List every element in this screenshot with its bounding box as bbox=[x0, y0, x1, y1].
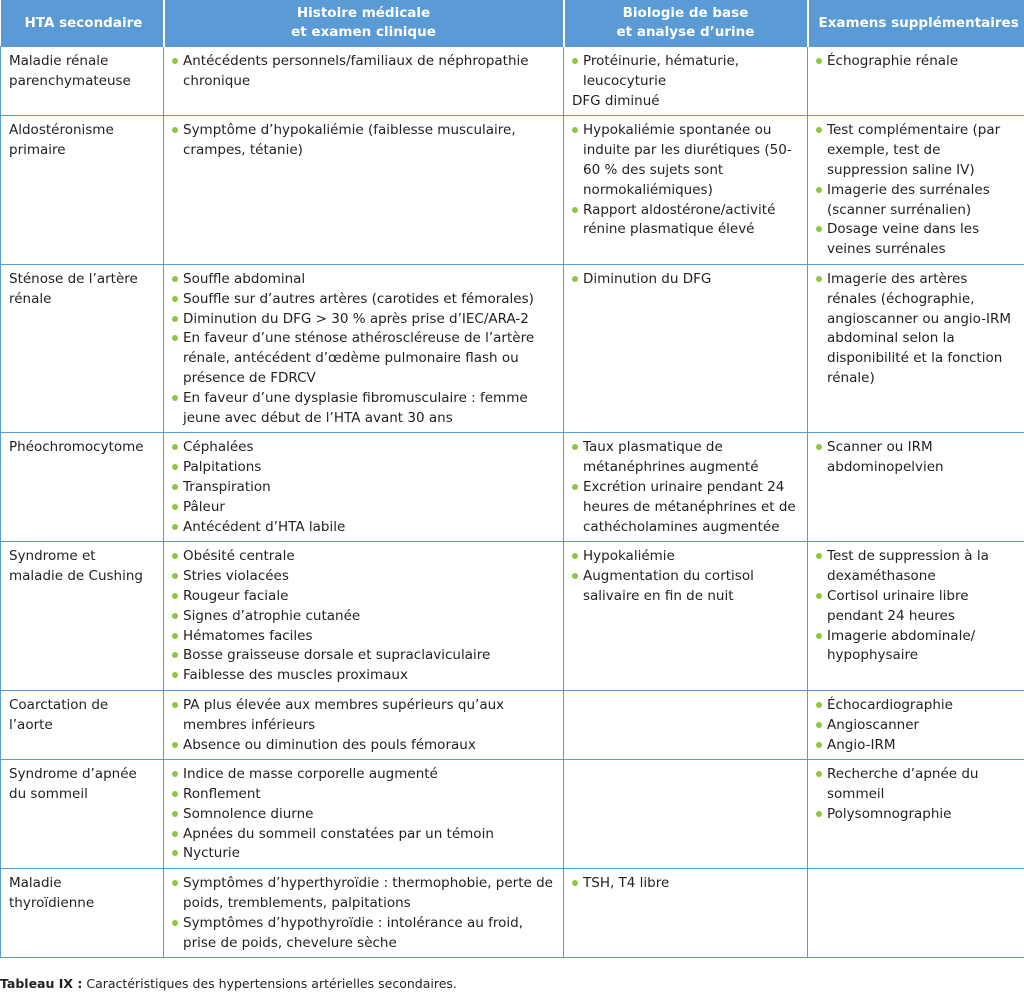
list-item-text: Signes d’atrophie cutanée bbox=[183, 607, 361, 624]
header-histoire-medicale: Histoire médicale et examen clinique bbox=[164, 0, 564, 47]
table-row bbox=[1, 690, 1024, 759]
list-item bbox=[572, 270, 803, 290]
list-item-text: Symptômes d’hyperthyroïdie : thermophobie, perte de poids, tremblements, palpitations bbox=[183, 875, 553, 912]
list-item-text: Recherche d’apnée du sommeil bbox=[827, 766, 979, 803]
list-item bbox=[172, 874, 559, 914]
table-body bbox=[1, 47, 1024, 958]
history-cell bbox=[164, 264, 564, 432]
list-item-text: Somnolence diurne bbox=[183, 805, 314, 822]
exams-cell bbox=[808, 116, 1024, 265]
list-item bbox=[172, 52, 559, 92]
green-dot-icon bbox=[816, 553, 822, 559]
list-item-text: Rougeur faciale bbox=[183, 587, 289, 604]
list-item bbox=[816, 696, 1020, 716]
disease-name: Syndrome d’apnée du sommeil bbox=[9, 766, 137, 803]
list-item-text: Imagerie des artères rénales (échographie, angioscanner ou angio-IRM abdominal selon la disponibilité et la fonction rénale) bbox=[827, 270, 1012, 386]
list-item-text: Taux plasmatique de métanéphrines augmenté bbox=[583, 439, 759, 476]
list-item bbox=[172, 518, 559, 538]
disease-name: Coarctation de l’aorte bbox=[9, 696, 109, 733]
disease-name: Sténose de l’artère rénale bbox=[9, 270, 138, 307]
list-item-text: Bosse graisseuse dorsale et supraclaviculaire bbox=[183, 647, 491, 664]
green-dot-icon bbox=[816, 187, 822, 193]
table-row bbox=[1, 542, 1024, 691]
list-item-text: Angioscanner bbox=[827, 716, 920, 733]
list-item bbox=[172, 914, 559, 954]
list-item bbox=[172, 478, 559, 498]
list-item bbox=[816, 121, 1020, 180]
green-dot-icon bbox=[172, 652, 178, 658]
history-list bbox=[172, 438, 559, 537]
list-item-text: Test complémentaire (par exemple, test de suppression saline IV) bbox=[827, 122, 1001, 178]
green-dot-icon bbox=[572, 127, 578, 133]
list-item bbox=[172, 736, 559, 756]
biology-list bbox=[572, 121, 803, 240]
green-dot-icon bbox=[172, 316, 178, 322]
history-cell bbox=[164, 760, 564, 869]
list-item-text: Pâleur bbox=[183, 498, 225, 515]
green-dot-icon bbox=[572, 880, 578, 886]
list-item bbox=[572, 874, 803, 894]
list-item bbox=[172, 627, 559, 647]
green-dot-icon bbox=[172, 672, 178, 678]
green-dot-icon bbox=[172, 811, 178, 817]
list-item bbox=[172, 646, 559, 666]
biology-plain-text: DFG diminué bbox=[572, 92, 660, 109]
caption-label: Tableau IX : bbox=[0, 976, 83, 991]
green-dot-icon bbox=[172, 791, 178, 797]
green-dot-icon bbox=[172, 771, 178, 777]
green-dot-icon bbox=[172, 464, 178, 470]
disease-cell bbox=[1, 542, 164, 691]
list-item bbox=[816, 52, 1020, 72]
green-dot-icon bbox=[172, 742, 178, 748]
green-dot-icon bbox=[816, 702, 822, 708]
green-dot-icon bbox=[572, 207, 578, 213]
history-cell bbox=[164, 690, 564, 759]
exams-cell bbox=[808, 760, 1024, 869]
list-item bbox=[572, 438, 803, 478]
list-item-text: Hypokaliémie spontanée ou induite par les diurétiques (50-60 % des sujets sont normokaliémiques) bbox=[583, 122, 792, 198]
list-item-text: Souffle abdominal bbox=[183, 270, 306, 287]
green-dot-icon bbox=[172, 504, 178, 510]
list-item bbox=[172, 498, 559, 518]
history-list bbox=[172, 547, 559, 686]
exams-list bbox=[816, 547, 1020, 666]
green-dot-icon bbox=[816, 226, 822, 232]
list-item bbox=[172, 547, 559, 567]
disease-cell bbox=[1, 760, 164, 869]
disease-cell bbox=[1, 433, 164, 542]
list-item bbox=[172, 329, 559, 388]
list-item bbox=[572, 121, 803, 200]
list-item bbox=[172, 310, 559, 330]
exams-list bbox=[816, 438, 1020, 478]
list-item-text: Échographie rénale bbox=[827, 53, 959, 69]
history-cell bbox=[164, 47, 564, 116]
green-dot-icon bbox=[816, 633, 822, 639]
list-item bbox=[172, 270, 559, 290]
green-dot-icon bbox=[572, 573, 578, 579]
list-item bbox=[172, 785, 559, 805]
list-item bbox=[172, 844, 559, 864]
list-item-text: TSH, T4 libre bbox=[583, 875, 670, 892]
exams-list bbox=[816, 765, 1020, 824]
green-dot-icon bbox=[816, 722, 822, 728]
disease-name: Maladie rénale parenchymateuse bbox=[9, 53, 131, 89]
list-item-text: Hypokaliémie bbox=[583, 548, 675, 565]
green-dot-icon bbox=[172, 127, 178, 133]
list-item bbox=[172, 121, 559, 161]
green-dot-icon bbox=[172, 395, 178, 401]
green-dot-icon bbox=[816, 811, 822, 817]
green-dot-icon bbox=[172, 444, 178, 450]
list-item-text: Augmentation du cortisol salivaire en fin de nuit bbox=[583, 568, 754, 604]
green-dot-icon bbox=[572, 58, 578, 64]
list-item-text: Souffle sur d’autres artères (carotides et fémorales) bbox=[183, 290, 534, 307]
header-examens: Examens supplémentaires bbox=[808, 0, 1024, 47]
list-item-text: Échocardiographie bbox=[827, 696, 953, 713]
list-item bbox=[816, 547, 1020, 587]
list-item bbox=[816, 627, 1020, 667]
list-item-text: Stries violacées bbox=[183, 568, 289, 585]
disease-cell bbox=[1, 116, 164, 265]
green-dot-icon bbox=[172, 850, 178, 856]
biology-list bbox=[572, 547, 803, 606]
list-item bbox=[572, 201, 803, 241]
disease-name: Phéochromocytome bbox=[9, 439, 144, 456]
table-header-row bbox=[1, 0, 1024, 47]
list-item-text: Protéinurie, hématurie, leucocyturie bbox=[583, 53, 740, 89]
list-item-text: Ronflement bbox=[183, 786, 261, 803]
list-item-text: Rapport aldostérone/activité rénine plasmatique élevé bbox=[583, 201, 776, 238]
green-dot-icon bbox=[172, 296, 178, 302]
green-dot-icon bbox=[572, 484, 578, 490]
green-dot-icon bbox=[172, 831, 178, 837]
history-cell bbox=[164, 869, 564, 958]
green-dot-icon bbox=[572, 553, 578, 559]
history-list bbox=[172, 874, 559, 953]
history-cell bbox=[164, 116, 564, 265]
green-dot-icon bbox=[816, 127, 822, 133]
biology-list bbox=[572, 52, 803, 92]
disease-name: Maladie thyroïdienne bbox=[9, 875, 95, 912]
table-row bbox=[1, 433, 1024, 542]
list-item bbox=[172, 587, 559, 607]
exams-list bbox=[816, 121, 1020, 260]
exams-cell bbox=[808, 690, 1024, 759]
list-item-text: Symptôme d’hypokaliémie (faiblesse musculaire, crampes, tétanie) bbox=[183, 122, 516, 159]
list-item bbox=[816, 805, 1020, 825]
list-item bbox=[816, 587, 1020, 627]
green-dot-icon bbox=[816, 444, 822, 450]
green-dot-icon bbox=[816, 771, 822, 777]
header-hta-secondaire: HTA secondaire bbox=[1, 0, 164, 47]
list-item bbox=[816, 736, 1020, 756]
list-item-text: Absence ou diminution des pouls fémoraux bbox=[183, 736, 476, 753]
biology-cell bbox=[564, 690, 808, 759]
biology-cell bbox=[564, 869, 808, 958]
list-item-text: Cortisol urinaire libre pendant 24 heures bbox=[827, 587, 969, 624]
green-dot-icon bbox=[816, 742, 822, 748]
green-dot-icon bbox=[172, 702, 178, 708]
list-item bbox=[816, 270, 1020, 389]
list-item-text: Excrétion urinaire pendant 24 heures de métanéphrines et de cathécholamines augmentée bbox=[583, 478, 796, 535]
disease-name: Aldostéronisme primaire bbox=[9, 122, 114, 159]
list-item-text: Test de suppression à la dexaméthasone bbox=[827, 548, 989, 585]
green-dot-icon bbox=[172, 276, 178, 282]
list-item bbox=[172, 825, 559, 845]
history-cell bbox=[164, 433, 564, 542]
green-dot-icon bbox=[172, 613, 178, 619]
disease-cell bbox=[1, 47, 164, 116]
list-item-text: Dosage veine dans les veines surrénales bbox=[827, 221, 980, 258]
exams-list bbox=[816, 52, 1020, 72]
green-dot-icon bbox=[172, 633, 178, 639]
list-item-text: Antécédents personnels/familiaux de néphropathie chronique bbox=[183, 53, 529, 89]
table-row bbox=[1, 116, 1024, 265]
history-list bbox=[172, 765, 559, 864]
list-item bbox=[816, 220, 1020, 260]
list-item-text: Transpiration bbox=[183, 478, 271, 495]
biology-cell bbox=[564, 760, 808, 869]
green-dot-icon bbox=[816, 58, 822, 64]
biology-cell bbox=[564, 264, 808, 432]
biology-list bbox=[572, 874, 803, 894]
list-item bbox=[172, 696, 559, 736]
list-item-text: Obésité centrale bbox=[183, 548, 295, 565]
list-item-text: Angio-IRM bbox=[827, 736, 896, 753]
list-item-text: Céphalées bbox=[183, 439, 254, 456]
green-dot-icon bbox=[172, 593, 178, 599]
green-dot-icon bbox=[172, 58, 178, 64]
exams-cell bbox=[808, 47, 1024, 116]
list-item bbox=[572, 478, 803, 537]
disease-cell bbox=[1, 869, 164, 958]
list-item-text: PA plus élevée aux membres supérieurs qu’aux membres inférieurs bbox=[183, 696, 505, 733]
list-item bbox=[172, 607, 559, 627]
list-item-text: Faiblesse des muscles proximaux bbox=[183, 667, 408, 684]
caption-text: Caractéristiques des hypertensions artérielles secondaires. bbox=[82, 976, 457, 991]
list-item bbox=[172, 765, 559, 785]
list-item bbox=[572, 567, 803, 607]
history-list bbox=[172, 696, 559, 755]
table-row bbox=[1, 264, 1024, 432]
green-dot-icon bbox=[172, 553, 178, 559]
green-dot-icon bbox=[572, 276, 578, 282]
biology-list bbox=[572, 438, 803, 537]
list-item bbox=[816, 765, 1020, 805]
list-item-text: Imagerie abdominale/ hypophysaire bbox=[827, 627, 976, 664]
list-item bbox=[816, 181, 1020, 221]
disease-name: Syndrome et maladie de Cushing bbox=[9, 548, 143, 585]
biology-cell bbox=[564, 47, 808, 116]
table-caption bbox=[0, 976, 457, 992]
green-dot-icon bbox=[172, 484, 178, 490]
list-item bbox=[172, 805, 559, 825]
list-item-text: Imagerie des surrénales (scanner surrénalien) bbox=[827, 181, 990, 218]
exams-cell bbox=[808, 433, 1024, 542]
list-item-text: Antécédent d’HTA labile bbox=[183, 518, 346, 535]
list-item bbox=[816, 716, 1020, 736]
green-dot-icon bbox=[572, 444, 578, 450]
biology-cell bbox=[564, 116, 808, 265]
list-item-text: Nycturie bbox=[183, 845, 240, 862]
exams-cell bbox=[808, 264, 1024, 432]
table-row bbox=[1, 47, 1024, 116]
biology-cell bbox=[564, 433, 808, 542]
list-item-text: Scanner ou IRM abdominopelvien bbox=[827, 439, 944, 476]
table-row bbox=[1, 869, 1024, 958]
list-item-text: Diminution du DFG bbox=[583, 270, 712, 287]
biology-cell bbox=[564, 542, 808, 691]
green-dot-icon bbox=[816, 276, 822, 282]
list-item bbox=[172, 458, 559, 478]
exams-list bbox=[816, 270, 1020, 389]
list-item-text: Symptômes d’hypothyroïdie : intolérance au froid, prise de poids, chevelure sèche bbox=[183, 914, 524, 951]
green-dot-icon bbox=[172, 335, 178, 341]
list-item-text: Hématomes faciles bbox=[183, 627, 313, 644]
history-list bbox=[172, 121, 559, 161]
history-list bbox=[172, 52, 559, 92]
list-item bbox=[816, 438, 1020, 478]
list-item-text: En faveur d’une sténose athéroscléreuse de l’artère rénale, antécédent d’œdème pulmonaire flash ou présence de FDRCV bbox=[183, 330, 535, 386]
list-item-text: Diminution du DFG > 30 % après prise d’IEC/ARA-2 bbox=[183, 310, 529, 327]
exams-cell bbox=[808, 542, 1024, 691]
history-cell bbox=[164, 542, 564, 691]
green-dot-icon bbox=[816, 593, 822, 599]
exams-list bbox=[816, 696, 1020, 755]
list-item bbox=[172, 567, 559, 587]
green-dot-icon bbox=[172, 920, 178, 926]
list-item-text: Indice de masse corporelle augmenté bbox=[183, 766, 438, 783]
table-row bbox=[1, 760, 1024, 869]
list-item bbox=[572, 52, 803, 92]
disease-cell bbox=[1, 690, 164, 759]
list-item-text: Palpitations bbox=[183, 459, 262, 476]
list-item bbox=[172, 438, 559, 458]
list-item bbox=[172, 389, 559, 429]
history-list bbox=[172, 270, 559, 428]
list-item bbox=[172, 666, 559, 686]
list-item-text: Polysomnographie bbox=[827, 805, 952, 822]
green-dot-icon bbox=[172, 880, 178, 886]
biology-list bbox=[572, 270, 803, 290]
list-item-text: Apnées du sommeil constatées par un témoin bbox=[183, 825, 494, 842]
list-item-text: En faveur d’une dysplasie fibromusculaire : femme jeune avec début de l’HTA avant 30 ans bbox=[183, 389, 528, 426]
disease-cell bbox=[1, 264, 164, 432]
header-biologie: Biologie de base et analyse d’urine bbox=[564, 0, 808, 47]
list-item bbox=[572, 547, 803, 567]
exams-cell bbox=[808, 869, 1024, 958]
green-dot-icon bbox=[172, 524, 178, 530]
green-dot-icon bbox=[172, 573, 178, 579]
list-item bbox=[172, 290, 559, 310]
